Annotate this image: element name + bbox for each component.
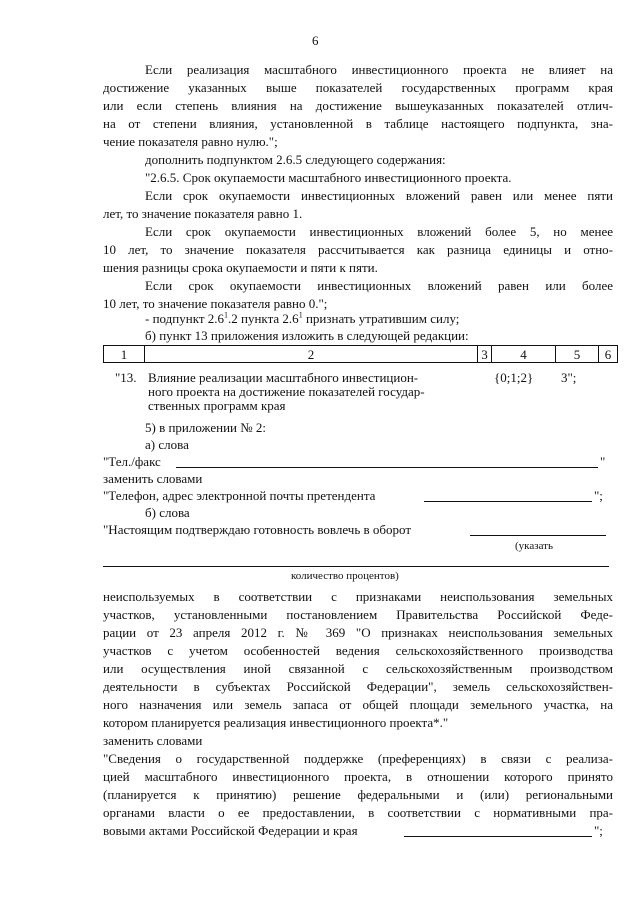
text-line: достижение указанных выше показателей государственных программ края — [103, 80, 613, 95]
blank-line — [404, 836, 592, 837]
text-line: участков с учетом особенностей ведения сельскохозяйственного производства — [103, 643, 613, 658]
text-line: Если срок окупаемости инвестиционных вложений более 5, но менее — [145, 224, 613, 239]
text-line: б) слова — [145, 505, 190, 520]
text-line: (планируется к принятию) решение федеральными и (или) региональными — [103, 787, 613, 802]
table-header-cell: 1 — [104, 346, 145, 363]
hint-text: количество процентов) — [291, 570, 399, 582]
blank-line — [176, 467, 598, 468]
table-header — [103, 345, 618, 363]
text-fragment: - подпункт 2.6 — [145, 311, 225, 326]
text-line: "Телефон, адрес электронной почты претендента — [103, 488, 376, 503]
text-line: дополнить подпунктом 2.6.5 следующего содержания: — [145, 152, 446, 167]
table-header-cell: 5 — [556, 346, 599, 363]
superscript: 1 — [224, 310, 229, 320]
text-line: б) пункт 13 приложения изложить в следующей редакции: — [145, 328, 469, 343]
text-line: цией масштабного инвестиционного проекта, в отношении которого принято — [103, 769, 613, 784]
text-line: Если срок окупаемости инвестиционных вложений равен или более — [145, 278, 613, 293]
text-line: на от степени влияния, установленной в таблице настоящего подпункта, зна- — [103, 116, 613, 131]
text-line: лет, то значение показателя равно 1. — [103, 206, 303, 221]
table-cell-value: {0;1;2} — [494, 370, 534, 385]
text-line: рации от 23 апреля 2012 г. № 369 "О признаках неиспользования земельных — [103, 625, 613, 640]
blank-line — [424, 501, 592, 502]
text-line: заменить словами — [103, 733, 203, 748]
text-line: "Сведения о государственной поддержке (преференциях) в связи с реализа- — [103, 751, 613, 766]
text-line: "Настоящим подтверждаю готовность вовлечь в оборот — [103, 522, 412, 537]
text-line: котором планируется реализация инвестиционного проекта*." — [103, 715, 449, 730]
text-line: или если степень влияния на достижение вышеуказанных показателей отлич- — [103, 98, 613, 113]
text-line: "; — [594, 823, 603, 838]
table-cell-number: "13. — [115, 370, 137, 385]
blank-line — [470, 535, 606, 536]
text-line: участков, установленными постановлением Правительства Российской Феде- — [103, 607, 613, 622]
text-line: вовыми актами Российской Федерации и края — [103, 823, 358, 838]
page-number: 6 — [312, 33, 319, 48]
table-cell-text: Влияние реализации масштабного инвестицион- — [148, 370, 419, 385]
text-line — [145, 311, 459, 326]
text-line: заменить словами — [103, 471, 203, 486]
table-cell-text: ного проекта на достижение показателей государ- — [148, 384, 425, 399]
blank-line — [103, 566, 609, 567]
text-line: шения разницы срока окупаемости и пяти к пяти. — [103, 260, 378, 275]
table-header-cell: 6 — [599, 346, 618, 363]
text-line: деятельности в субъектах Российской Федерации", земель сельскохозяйствен- — [103, 679, 613, 694]
text-line: органами власти о ее предоставлении, в соответствии с нормативными пра- — [103, 805, 613, 820]
table-cell-text: ственных программ края — [148, 398, 286, 413]
superscript: 1 — [298, 310, 303, 320]
table-header-cell: 2 — [145, 346, 478, 363]
table-header-cell: 4 — [492, 346, 556, 363]
text-fragment: признать утратившим силу; — [302, 311, 460, 326]
text-line: " — [600, 454, 606, 469]
text-line: 10 лет, то значение показателя равно 0."; — [103, 296, 328, 311]
hint-text: (указать — [515, 540, 553, 552]
text-fragment: .2 пункта 2.6 — [228, 311, 299, 326]
text-line: неиспользуемых в соответствии с признаками неиспользования земельных — [103, 589, 613, 604]
text-line: а) слова — [145, 437, 189, 452]
text-line: "2.6.5. Срок окупаемости масштабного инвестиционного проекта. — [145, 170, 512, 185]
text-line: или осуществления иной связанной с сельскохозяйственным производством — [103, 661, 613, 676]
text-line: "Тел./факс — [103, 454, 161, 469]
section-title: 5) в приложении № 2: — [145, 420, 267, 435]
text-line: 10 лет, то значение показателя рассчитывается как разница единицы и отно- — [103, 242, 613, 257]
text-line: Если срок окупаемости инвестиционных вложений равен или менее пяти — [145, 188, 613, 203]
text-line: чение показателя равно нулю."; — [103, 134, 278, 149]
table-cell-value: 3"; — [561, 370, 577, 385]
text-line: ного назначения или земель запаса от общей площади земельного участка, на — [103, 697, 613, 712]
text-line: "; — [594, 488, 603, 503]
table-header-cell: 3 — [478, 346, 492, 363]
text-line: Если реализация масштабного инвестиционного проекта не влияет на — [145, 62, 613, 77]
